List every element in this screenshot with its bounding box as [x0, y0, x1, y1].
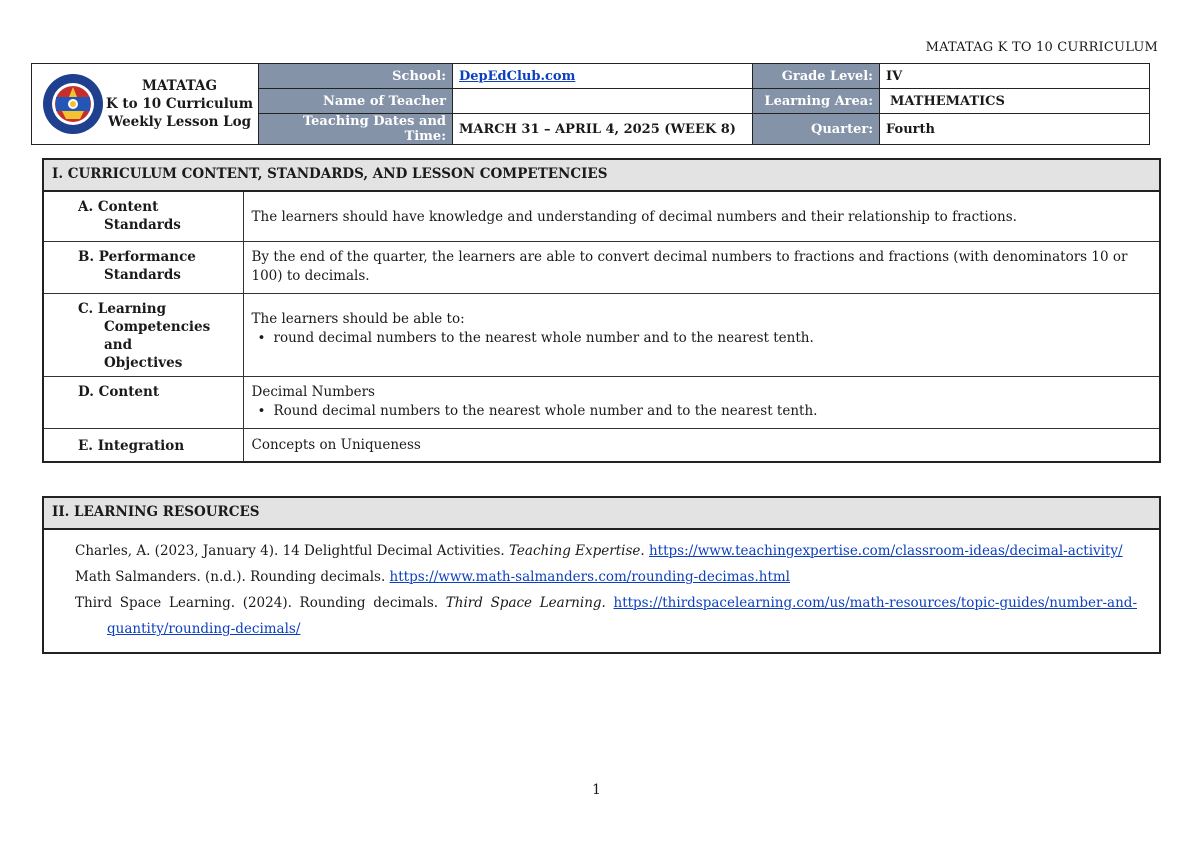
competency-bullet: • round decimal numbers to the nearest whole number and to the nearest tenth.: [252, 329, 1152, 348]
teacher-label: Name of Teacher: [259, 89, 453, 114]
performance-standards-text: By the end of the quarter, the learners are able to convert decimal numbers to fractions and fractions (with denominators 10 or 100) to decimals.: [243, 241, 1160, 293]
quarter-value: Fourth: [880, 114, 1150, 145]
logo-caption: Weekly Lesson Log: [108, 114, 252, 130]
teaching-dates-value: MARCH 31 – APRIL 4, 2025 (WEEK 8): [453, 114, 753, 145]
competencies-intro: The learners should be able to:: [251, 310, 465, 327]
grade-level-label: Grade Level:: [753, 64, 880, 89]
content-label: D. Content: [43, 376, 243, 428]
school-link[interactable]: DepEdClub.com: [459, 68, 576, 84]
teacher-value: [453, 89, 753, 114]
reference-item: Third Space Learning. (2024). Rounding decimals. Third Space Learning. https://thirdspacelearning.com/us/math-resources/topic-guides/number-and-quantity/rounding-decimals/: [75, 595, 1138, 637]
references-list: [43, 529, 1160, 653]
curriculum-section: [42, 158, 1161, 463]
reference-link[interactable]: https://thirdspacelearning.com/us/math-resources/topic-guides/number-and-quantity/rounding-decimals/: [107, 595, 1138, 637]
section-title: II. LEARNING RESOURCES: [43, 497, 1160, 529]
reference-item: Charles, A. (2023, January 4). 14 Delightful Decimal Activities. Teaching Expertise. https://www.teachingexpertise.com/classroom-ideas/decimal-activity/: [75, 543, 1123, 559]
integration-text: Concepts on Uniqueness: [243, 428, 1160, 462]
page-number: 1: [592, 782, 601, 798]
learning-area-label: Learning Area:: [753, 89, 880, 114]
content-standards-label: A. Content Standards: [43, 191, 243, 241]
teaching-dates-label: Teaching Dates and Time:: [259, 114, 453, 145]
performance-standards-label: B. Performance Standards: [43, 241, 243, 293]
reference-link[interactable]: https://www.math-salmanders.com/rounding-decimas.html: [389, 569, 791, 585]
lesson-log-header: [31, 63, 1150, 145]
integration-label: E. Integration: [43, 428, 243, 462]
logo-title: MATATAG: [142, 78, 218, 94]
content-standards-text: The learners should have knowledge and understanding of decimal numbers and their relationship to fractions.: [243, 191, 1160, 241]
content-text: [243, 376, 1160, 428]
reference-link[interactable]: https://www.teachingexpertise.com/classroom-ideas/decimal-activity/: [648, 543, 1123, 559]
learning-competencies-label: C. Learning Competencies and Objectives: [43, 293, 243, 376]
school-label: School:: [259, 64, 453, 89]
logo-subtitle: K to 10 Curriculum: [106, 96, 254, 112]
logo-cell: [32, 64, 259, 145]
content-bullet: • Round decimal numbers to the nearest whole number and to the nearest tenth.: [252, 402, 1152, 421]
deped-seal-icon: [42, 73, 104, 135]
quarter-label: Quarter:: [753, 114, 880, 145]
learning-resources-section: [42, 496, 1161, 654]
grade-level-value: IV: [880, 64, 1150, 89]
page-header: MATATAG K TO 10 CURRICULUM: [925, 40, 1158, 55]
reference-item: Math Salmanders. (n.d.). Rounding decimals. https://www.math-salmanders.com/rounding-decimas.html: [75, 569, 791, 585]
learning-competencies-text: [243, 293, 1160, 376]
section-title: I. CURRICULUM CONTENT, STANDARDS, AND LESSON COMPETENCIES: [43, 159, 1160, 191]
school-value: [453, 64, 753, 89]
learning-area-value: MATHEMATICS: [880, 89, 1150, 114]
content-intro: Decimal Numbers: [251, 383, 375, 400]
